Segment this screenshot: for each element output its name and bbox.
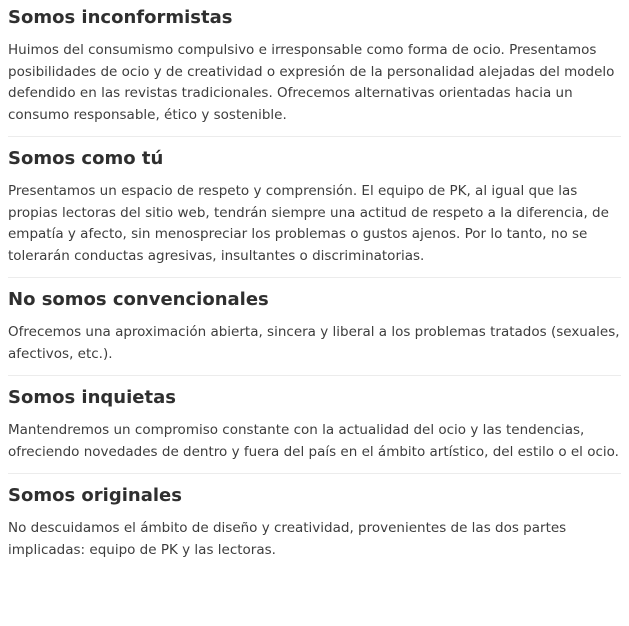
section-text: Ofrecemos una aproximación abierta, sincera y liberal a los problemas tratados (sexuales, afectivos, etc.). [8, 324, 620, 362]
section-text: Presentamos un espacio de respeto y comprensión. El equipo de PK, al igual que las propias lectoras del sitio web, tendrán siempre una actitud de respeto a la diferencia, de empatía y afecto, sin menospreciar los problemas o gustos ajenos. Por lo tanto, no se tolerarán conductas agresivas, insultantes o discriminatorias. [8, 183, 609, 264]
section-title: Somos inquietas [8, 387, 176, 408]
section-no-convencionales [8, 288, 621, 376]
section-text: Mantendremos un compromiso constante con la actualidad del ocio y las tendencias, ofreciendo novedades de dentro y fuera del país en el ámbito artístico, del estilo o el ocio. [8, 422, 619, 460]
section-title: No somos convencionales [8, 289, 269, 310]
section-como-tu [8, 147, 621, 278]
section-text: Huimos del consumismo compulsivo e irresponsable como forma de ocio. Presentamos posibilidades de ocio y de creatividad o expresión de la personalidad alejadas del modelo defendido en las revistas tradicionales. Ofrecemos alternativas orientadas hacia un consumo responsable, ético y sostenible. [8, 42, 615, 123]
section-title: Somos como tú [8, 148, 164, 169]
section-inconformistas [8, 6, 621, 137]
section-inquietas [8, 386, 621, 474]
section-title: Somos originales [8, 485, 182, 506]
section-text: No descuidamos el ámbito de diseño y creatividad, provenientes de las dos partes implicadas: equipo de PK y las lectoras. [8, 520, 567, 558]
section-originales [8, 484, 621, 571]
section-title: Somos inconformistas [8, 7, 233, 28]
